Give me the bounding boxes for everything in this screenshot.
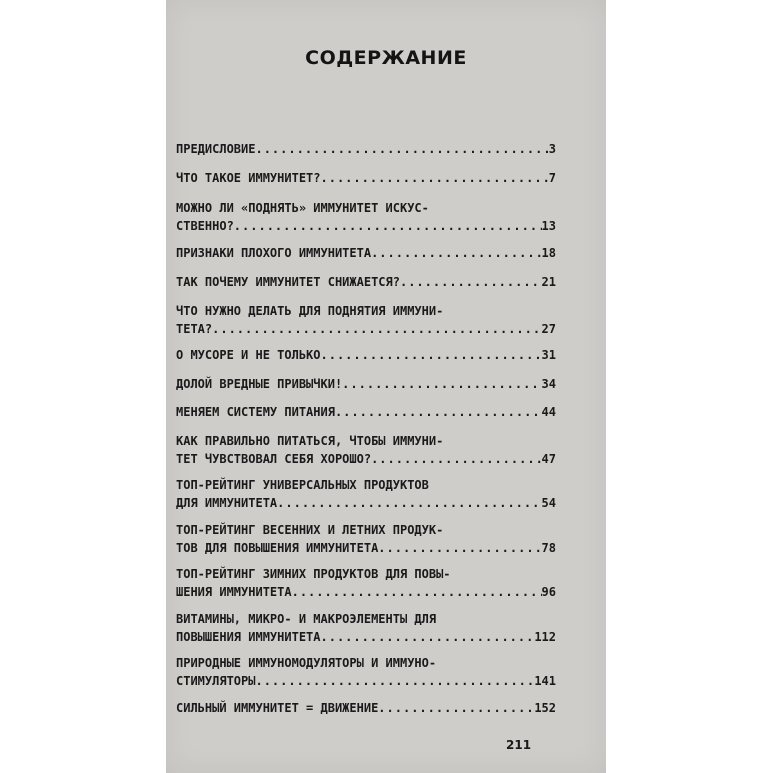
toc-entry-page: 44 (541, 405, 556, 419)
toc-entry-title: СТВЕННО? (176, 219, 234, 233)
toc-entry-page: 18 (541, 246, 556, 260)
dot-leader (378, 540, 541, 556)
toc-entry-line (176, 629, 556, 645)
toc-entry-title: ТОП-РЕЙТИНГ УНИВЕРСАЛЬНЫХ ПРОДУКТОВ (176, 478, 429, 492)
toc-entry-title: ЧТО ТАКОЕ ИММУНИТЕТ? (176, 171, 321, 185)
page-number: 211 (506, 738, 532, 752)
toc-entry-title: СИЛЬНЫЙ ИММУНИТЕТ = ДВИЖЕНИЕ (176, 701, 379, 715)
toc-entry-page: 3 (548, 142, 556, 156)
toc-entry-line (176, 700, 556, 716)
toc-entry-title: ПРИЗНАКИ ПЛОХОГО ИММУНИТЕТА (176, 246, 372, 260)
book-page (166, 0, 606, 773)
toc-entry-line (176, 200, 556, 216)
dot-leader (277, 495, 541, 511)
toc-entry-line (176, 245, 556, 261)
toc-entry-page: 54 (541, 496, 556, 510)
toc-entry-title: ТОП-РЕЙТИНГ ЗИМНИХ ПРОДУКТОВ ДЛЯ ПОВЫ- (176, 567, 451, 581)
dot-leader (234, 218, 542, 234)
toc-entry-line (176, 673, 556, 689)
toc-entry-title: ТЕТ ЧУВСТВОВАЛ СЕБЯ ХОРОШО? (176, 452, 372, 466)
toc-entry-line (176, 540, 556, 556)
dot-leader (292, 584, 542, 600)
toc-entry-title: ТЕТА? (176, 322, 213, 336)
toc-entry-title: ДОЛОЙ ВРЕДНЫЕ ПРИВЫЧКИ! (176, 377, 343, 391)
toc-entry-page: 13 (541, 219, 556, 233)
toc-entry-title: ТОВ ДЛЯ ПОВЫШЕНИЯ ИММУНИТЕТА (176, 541, 379, 555)
toc-entry-title: МЕНЯЕМ СИСТЕМУ ПИТАНИЯ (176, 405, 335, 419)
toc-entry-page: 34 (541, 377, 556, 391)
toc-entry-line (176, 477, 556, 493)
toc-entry-line (176, 321, 556, 337)
dot-leader (255, 673, 534, 689)
toc-entry-line (176, 274, 556, 290)
toc-entry-line (176, 584, 556, 600)
dot-leader (335, 404, 542, 420)
toc-entry-line (176, 495, 556, 511)
dot-leader (378, 700, 534, 716)
toc-entry-line (176, 170, 556, 186)
toc-entry-line (176, 451, 556, 467)
toc-entry-line (176, 218, 556, 234)
toc-entry-page: 152 (534, 701, 556, 715)
toc-entry-page: 112 (534, 630, 556, 644)
toc-entry-page: 31 (541, 348, 556, 362)
dot-leader (371, 451, 541, 467)
page-title: СОДЕРЖАНИЕ (305, 47, 467, 69)
dot-leader (400, 274, 542, 290)
toc-entry-page: 47 (541, 452, 556, 466)
toc-entry-title: ЧТО НУЖНО ДЕЛАТЬ ДЛЯ ПОДНЯТИЯ ИММУНИ- (176, 304, 444, 318)
dot-leader (371, 245, 541, 261)
toc-entry-title: ПРИРОДНЫЕ ИММУНОМОДУЛЯТОРЫ И ИММУНО- (176, 656, 437, 670)
toc-entry-title: ДЛЯ ИММУНИТЕТА (176, 496, 278, 510)
toc-entry-title: О МУСОРЕ И НЕ ТОЛЬКО (176, 348, 321, 362)
toc-entry-page: 7 (548, 171, 556, 185)
toc-entry-line (176, 404, 556, 420)
toc-entry-title: ТАК ПОЧЕМУ ИММУНИТЕТ СНИЖАЕТСЯ? (176, 275, 400, 289)
dot-leader (255, 141, 548, 157)
toc-entry-title: МОЖНО ЛИ «ПОДНЯТЬ» ИММУНИТЕТ ИСКУС- (176, 201, 429, 215)
dot-leader (212, 321, 541, 337)
toc-entry-page: 27 (541, 322, 556, 336)
toc-entry-title: ТОП-РЕЙТИНГ ВЕСЕННИХ И ЛЕТНИХ ПРОДУК- (176, 523, 444, 537)
toc-entry-line (176, 303, 556, 319)
toc-entry-page: 141 (534, 674, 556, 688)
toc-entry-line (176, 141, 556, 157)
dot-leader (321, 170, 549, 186)
toc-entry-page: 78 (541, 541, 556, 555)
toc-entry-line (176, 347, 556, 363)
dot-leader (321, 629, 535, 645)
toc-entry-page: 21 (541, 275, 556, 289)
toc-entry-line (176, 433, 556, 449)
toc-entry-line (176, 611, 556, 627)
toc-entry-title: ПОВЫШЕНИЯ ИММУНИТЕТА (176, 630, 321, 644)
toc-entry-line (176, 376, 556, 392)
toc-entry-title: ВИТАМИНЫ, МИКРО- И МАКРОЭЛЕМЕНТЫ ДЛЯ (176, 612, 437, 626)
dot-leader (321, 347, 542, 363)
toc-entry-title: ПРЕДИСЛОВИЕ (176, 142, 256, 156)
toc-entry-title: СТИМУЛЯТОРЫ (176, 674, 256, 688)
toc-entry-page: 96 (541, 585, 556, 599)
toc-entry-title: КАК ПРАВИЛЬНО ПИТАТЬСЯ, ЧТОБЫ ИММУНИ- (176, 434, 444, 448)
toc-entry-line (176, 655, 556, 671)
toc-entry-line (176, 522, 556, 538)
toc-entry-line (176, 566, 556, 582)
toc-entry-title: ШЕНИЯ ИММУНИТЕТА (176, 585, 292, 599)
dot-leader (342, 376, 541, 392)
